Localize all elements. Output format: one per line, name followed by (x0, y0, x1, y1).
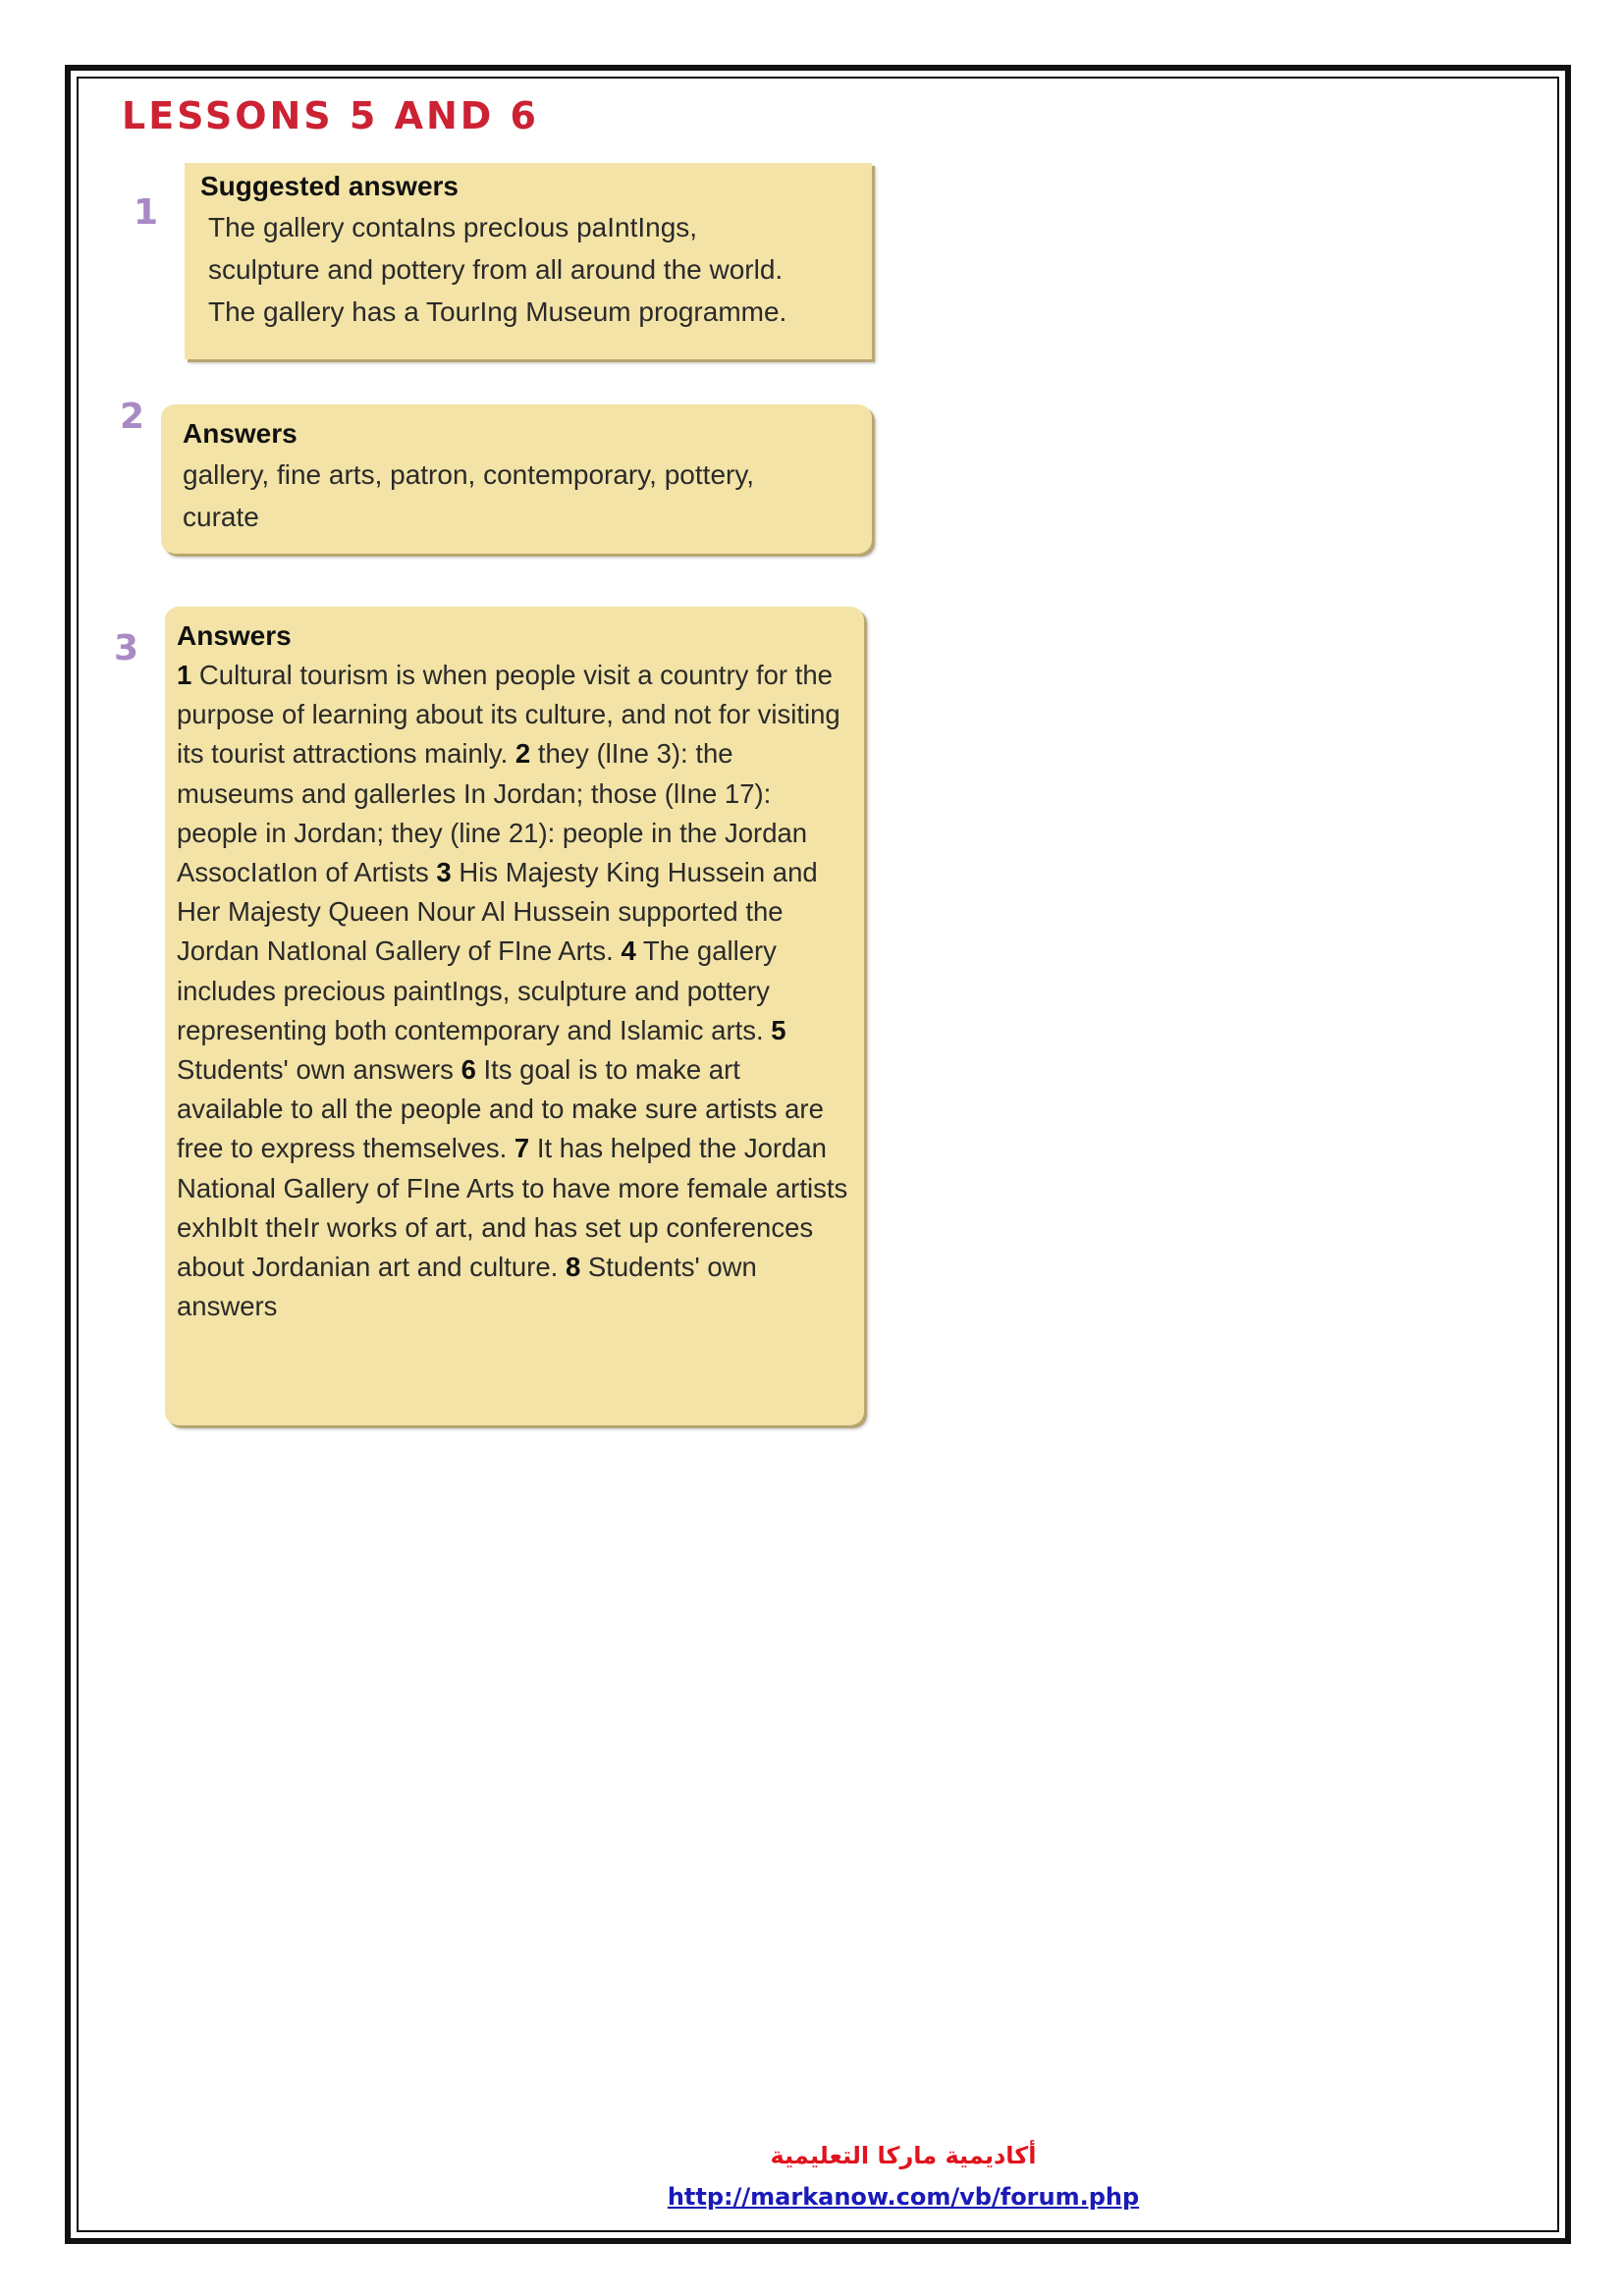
exercise-3-answer-box (165, 607, 864, 1425)
answer-line: gallery, fine arts, patron, contemporary, pottery, (183, 459, 755, 490)
answer-number: 1 (177, 660, 192, 690)
footer-academy-name: أكاديمية ماركا التعليمية (770, 2142, 1037, 2169)
answer-number: 4 (621, 935, 636, 967)
exercise-1-answer-box (185, 163, 872, 359)
answer-line: The gallery contaIns precIous paIntIngs, (208, 212, 698, 242)
answer-number: 5 (771, 1014, 786, 1045)
answer-text: The gallery includes precious paintIngs, sculpture and pottery representing both contemporary and Islamic arts. (177, 935, 777, 1045)
exercise-2-answer-box (161, 404, 872, 554)
exercise-2-heading: Answers (183, 418, 298, 449)
exercise-1-answer-text (200, 206, 858, 333)
exercise-3-heading: Answers (177, 620, 292, 651)
answer-line: sculpture and pottery from all around the world. (208, 254, 784, 285)
answer-text: It has helped the Jordan National Gallery of FIne Arts to have more female artists exhIbIt theIr works of art, and has set up conferences about Jordanian art and culture. (177, 1133, 848, 1283)
answer-text: Cultural tourism is when people visit a country for the purpose of learning about its culture, and not for visiting its tourist attractions mainly. (177, 660, 840, 770)
exercise-1-heading: Suggested answers (200, 171, 459, 201)
answer-number: 2 (514, 738, 531, 770)
footer-forum-link[interactable]: http://markanow.com/vb/forum.php (667, 2183, 1140, 2211)
answer-number: 6 (460, 1054, 476, 1086)
answer-text: Students' own answers (177, 1054, 461, 1086)
exercise-2-number: 2 (120, 397, 145, 437)
answer-line: The gallery has a TourIng Museum programme. (208, 296, 787, 327)
answer-text: Its goal is to make art available to all the people and to make sure artists are free to express themselves. (177, 1054, 824, 1164)
answer-number: 8 (565, 1252, 581, 1283)
answer-text: Students' own answers (177, 1252, 757, 1322)
answer-number: 7 (514, 1133, 530, 1164)
exercise-3-answer-text (177, 656, 848, 1326)
answer-text: His Majesty King Hussein and Her Majesty Queen Nour Al Hussein supported the Jordan NatIonal Gallery of FIne Arts. (177, 857, 818, 967)
exercise-2-answer-text (183, 454, 854, 538)
answer-item-1 (177, 660, 840, 769)
exercise-3-number: 3 (114, 628, 139, 668)
answer-text: they (lIne 3): the museums and gallerIes In Jordan; those (lIne 17): people in Jordan; they (line 21): people in the Jordan AssocIatIon of Artists (177, 738, 808, 888)
exercise-1-number: 1 (134, 192, 159, 233)
answer-number: 3 (436, 857, 452, 888)
answer-line: curate (183, 502, 259, 532)
page-title: LESSONS 5 AND 6 (122, 94, 539, 137)
